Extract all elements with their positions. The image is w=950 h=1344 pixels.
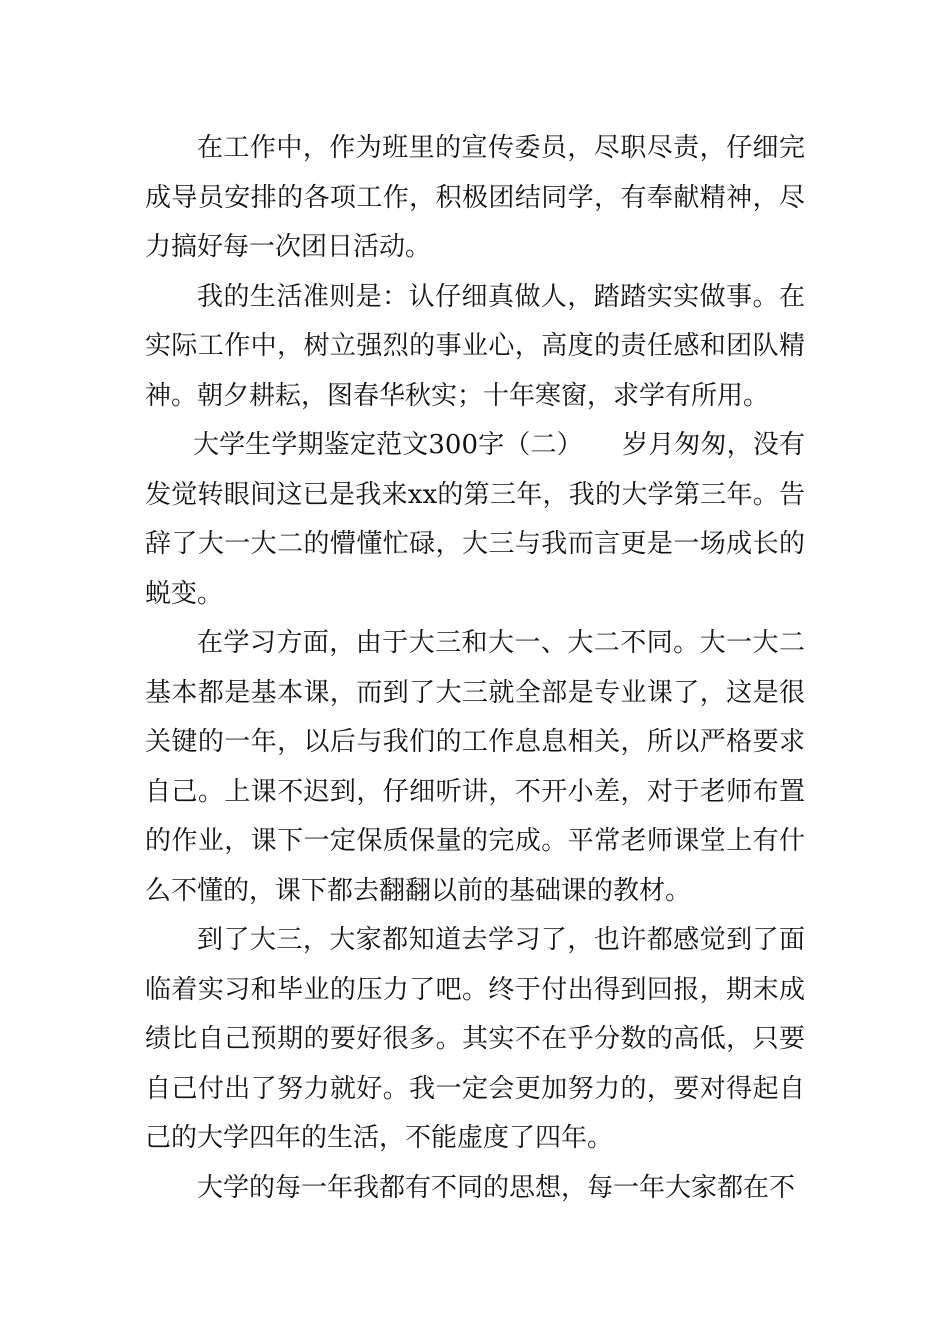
paragraph-junior-year: 到了大三，大家都知道去学习了，也许都感觉到了面临着实习和毕业的压力了吧。终于付出得到回报，期末成绩比自己预期的要好很多。其实不在乎分数的高低，只要自己付出了努力就好。我一定会更加努力的，要对得起自己的大学四年的生活，不能虚度了四年。 xyxy=(145,925,805,1153)
paragraph-each-year: 大学的每一年我都有不同的思想，每一年大家都在不 xyxy=(197,1172,796,1203)
paragraph-study: 在学习方面，由于大三和大一、大二不同。大一大二基本都是基本课，而到了大三就全部是专业课了，这是很关键的一年，以后与我们的工作息息相关，所以严格要求自己。上课不迟到，仔细听讲，不开小差，对于老师布置的作业，课下一定保质保量的完成。平常老师课堂上有什么不懂的，课下都去翻翻以前的基础课的教材。 xyxy=(145,628,805,906)
paragraph-work: 在工作中，作为班里的宣传委员，尽职尽责，仔细完成导员安排的各项工作，积极团结同学，有奉献精神，尽力搞好每一次团日活动。 xyxy=(145,133,805,262)
document-body xyxy=(145,124,805,1213)
paragraph-life-principles: 我的生活准则是：认仔细真做人，踏踏实实做事。在实际工作中，树立强烈的事业心，高度的责任感和团队精神。朝夕耕耘，图春华秋实；十年寒窗，求学有所用。 xyxy=(145,281,805,411)
paragraph-section-two: 大学生学期鉴定范文300字（二） 岁月匆匆，没有发觉转眼间这已是我来xx的第三年，我的大学第三年。告辞了大一大二的懵懂忙碌，大三与我而言更是一场成长的蜕变。 xyxy=(145,430,805,609)
